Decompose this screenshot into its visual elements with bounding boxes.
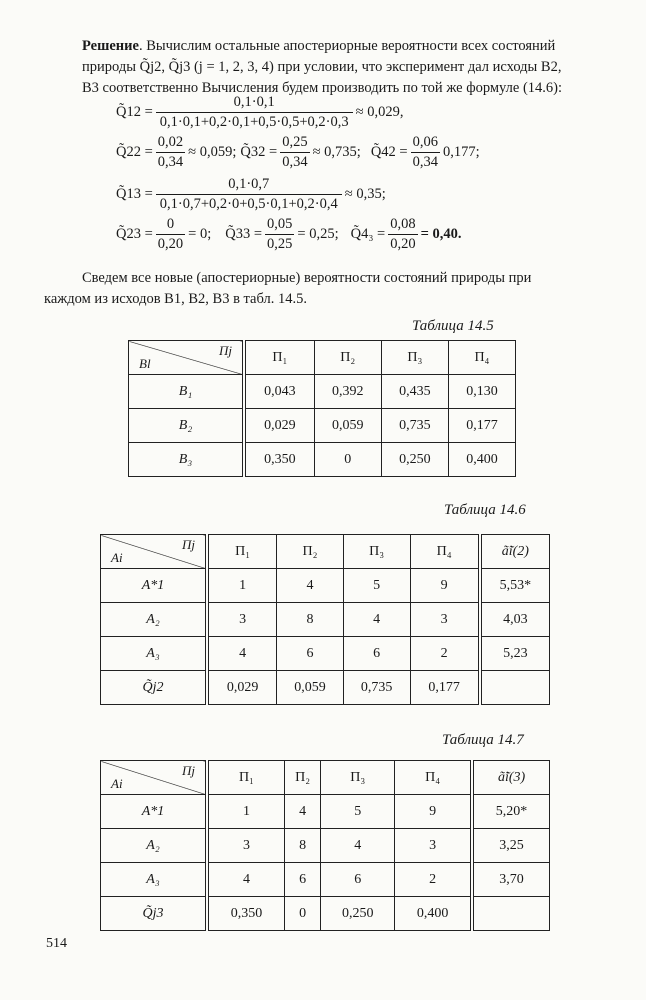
solution-line-2: природы Q̃j2, Q̃j3 (j = 1, 2, 3, 4) при условии, что эксперимент дал исходы B2,: [82, 59, 562, 75]
column-header: П₁: [207, 535, 277, 569]
table-cell: 0,350: [207, 897, 284, 931]
column-header: П₂: [284, 761, 320, 795]
column-header: П₁: [244, 341, 314, 375]
table-14-5-caption: Таблица 14.5: [412, 318, 494, 334]
corner-top-label: Пj: [182, 537, 195, 552]
formula-q22-den: 0,34: [157, 154, 184, 170]
table-14-7-caption: Таблица 14.7: [442, 732, 524, 748]
table-cell: 0,350: [244, 443, 314, 477]
table-14-5: [128, 340, 516, 477]
table-cell: 0,029: [244, 409, 314, 443]
formula-q32-num: 0,25: [282, 134, 308, 150]
solution-line-3: B3 соответственно Вычисления будем производить по той же формуле (14.6):: [82, 80, 563, 96]
table-cell: 0,043: [244, 375, 314, 409]
table-14-7: [100, 760, 550, 931]
formula-q12-fraction: [156, 94, 353, 131]
corner-bottom-label: Ai: [111, 776, 123, 791]
formula-q13-lhs: Q̃13 =: [116, 186, 153, 202]
formula-q13: [116, 176, 386, 213]
summary-line-1: Сведем все новые (апостериорные) вероятности состояний природы при: [82, 270, 532, 286]
table-cell: 5: [321, 795, 395, 829]
formula-q23-result: = 0;: [188, 226, 212, 242]
table-corner-cell: [101, 761, 208, 795]
table-cell: 2: [410, 637, 480, 671]
formula-q12-lhs: Q̃12 =: [116, 104, 153, 120]
page-number: 514: [46, 936, 67, 951]
corner-bottom-label: Bl: [139, 356, 151, 371]
formula-q43-den: 0,20: [390, 236, 416, 252]
table-cell: 4: [207, 863, 284, 897]
formula-q33-num: 0,05: [267, 216, 293, 232]
table-cell: 4,03: [480, 603, 550, 637]
table-cell: 3: [207, 603, 277, 637]
row-label: A*1: [101, 795, 208, 829]
table-cell: 5: [343, 569, 410, 603]
formula-q42-lhs: Q̃42 =: [370, 144, 408, 160]
column-header: П₄: [395, 761, 472, 795]
solution-line-1: . Вычислим остальные апостериорные вероятности всех состояний: [138, 38, 556, 54]
row-label: A₂: [101, 829, 208, 863]
summary-paragraph: [44, 268, 604, 289]
table-cell: 0,392: [314, 375, 381, 409]
formula-q33-den: 0,25: [267, 236, 293, 252]
formula-q12: [116, 94, 403, 131]
formula-q33-result: = 0,25;: [297, 226, 339, 242]
table-cell: 0,029: [207, 671, 277, 705]
formula-q23-lhs: Q̃23 =: [116, 226, 153, 242]
formula-q22-result: ≈ 0,059;: [188, 144, 237, 160]
table-cell: 6: [321, 863, 395, 897]
table-cell: 0,059: [314, 409, 381, 443]
table-cell: 3: [410, 603, 480, 637]
row-label: Q̃j2: [101, 671, 208, 705]
column-header: П₁: [207, 761, 284, 795]
column-header: П₂: [277, 535, 344, 569]
column-header: П₂: [314, 341, 381, 375]
column-header: П₄: [448, 341, 515, 375]
table-14-6: [100, 534, 550, 705]
table-cell: 4: [207, 637, 277, 671]
formula-q43-lhs: Q̃4₃ =: [350, 226, 386, 242]
row-label: A₂: [101, 603, 208, 637]
table-cell: 5,23: [480, 637, 550, 671]
formula-q33-lhs: Q̃33 =: [225, 226, 263, 242]
row-label: A*1: [101, 569, 208, 603]
table-cell: 5,53*: [480, 569, 550, 603]
formula-q13-den: 0,1·0,7+0,2·0+0,5·0,1+0,2·0,4: [156, 194, 342, 213]
table-cell: 3: [395, 829, 472, 863]
corner-bottom-label: Ai: [111, 550, 123, 565]
table-cell: 0: [284, 897, 320, 931]
table-cell: 0,435: [381, 375, 448, 409]
row-label: B₁: [129, 375, 245, 409]
table-cell: 1: [207, 569, 277, 603]
row-label: B₃: [129, 443, 245, 477]
column-header: П₃: [381, 341, 448, 375]
formula-q42-result: 0,177;: [442, 144, 480, 160]
formula-q12-num: 0,1·0,1: [233, 94, 275, 110]
row-label: B₂: [129, 409, 245, 443]
formula-q32-den: 0,34: [282, 154, 308, 170]
formula-q43-num: 0,08: [390, 216, 416, 232]
corner-top-label: Пj: [219, 343, 232, 358]
formula-q12-result: ≈ 0,029,: [355, 104, 404, 120]
row-label: Q̃j3: [101, 897, 208, 931]
column-header: П₄: [410, 535, 480, 569]
column-header: ã̃i(2): [480, 535, 550, 569]
column-header: П₃: [343, 535, 410, 569]
table-corner-cell: [129, 341, 245, 375]
formula-q32-lhs: Q̃32 =: [240, 144, 278, 160]
table-cell: 0,400: [395, 897, 472, 931]
formula-q42-num: 0,06: [412, 134, 438, 150]
table-cell: 0,177: [448, 409, 515, 443]
table-cell: 0,177: [410, 671, 480, 705]
table-cell: 1: [207, 795, 284, 829]
table-cell: 0,735: [343, 671, 410, 705]
table-cell: 2: [395, 863, 472, 897]
table-cell: 9: [395, 795, 472, 829]
summary-line-2: каждом из исходов B1, B2, B3 в табл. 14.5.: [44, 291, 307, 307]
summary-paragraph-2: [44, 289, 604, 310]
table-cell: 9: [410, 569, 480, 603]
table-cell: 0,250: [321, 897, 395, 931]
column-header: ã̃i(3): [472, 761, 549, 795]
table-cell: 0,130: [448, 375, 515, 409]
table-cell: 4: [284, 795, 320, 829]
row-label: A₃: [101, 863, 208, 897]
table-cell: 0,735: [381, 409, 448, 443]
table-cell: 4: [343, 603, 410, 637]
row-label: A₃: [101, 637, 208, 671]
column-header: П₃: [321, 761, 395, 795]
formula-q43-result: = 0,40.: [420, 226, 462, 242]
table-cell: 6: [277, 637, 344, 671]
formula-q22-lhs: Q̃22 =: [116, 144, 153, 160]
formula-q12-den: 0,1·0,1+0,2·0,1+0,5·0,5+0,2·0,3: [156, 112, 353, 131]
table-cell: 5,20*: [472, 795, 549, 829]
table-cell: 6: [343, 637, 410, 671]
table-corner-cell: [101, 535, 208, 569]
table-cell: 0: [314, 443, 381, 477]
table-cell: [480, 671, 550, 705]
table-cell: 4: [277, 569, 344, 603]
formula-q23-den: 0,20: [157, 236, 184, 252]
table-cell: 8: [284, 829, 320, 863]
formula-row-2: [116, 134, 480, 171]
table-cell: 6: [284, 863, 320, 897]
table-cell: 3: [207, 829, 284, 863]
solution-paragraph: [82, 36, 604, 99]
table-cell: 3,25: [472, 829, 549, 863]
table-cell: [472, 897, 549, 931]
formula-q23-num: 0: [166, 216, 175, 232]
formula-q13-result: ≈ 0,35;: [344, 186, 386, 202]
table-cell: 0,400: [448, 443, 515, 477]
formula-row-3: [116, 216, 461, 253]
solution-label: Решение: [82, 38, 139, 54]
table-14-6-caption: Таблица 14.6: [444, 502, 526, 518]
table-cell: 0,250: [381, 443, 448, 477]
table-cell: 8: [277, 603, 344, 637]
formula-q22-num: 0,02: [157, 134, 184, 150]
table-cell: 4: [321, 829, 395, 863]
table-cell: 0,059: [277, 671, 344, 705]
corner-top-label: Пj: [182, 763, 195, 778]
formula-q42-den: 0,34: [412, 154, 438, 170]
formula-q32-result: ≈ 0,735;: [312, 144, 361, 160]
formula-q13-num: 0,1·0,7: [228, 176, 270, 192]
table-cell: 3,70: [472, 863, 549, 897]
